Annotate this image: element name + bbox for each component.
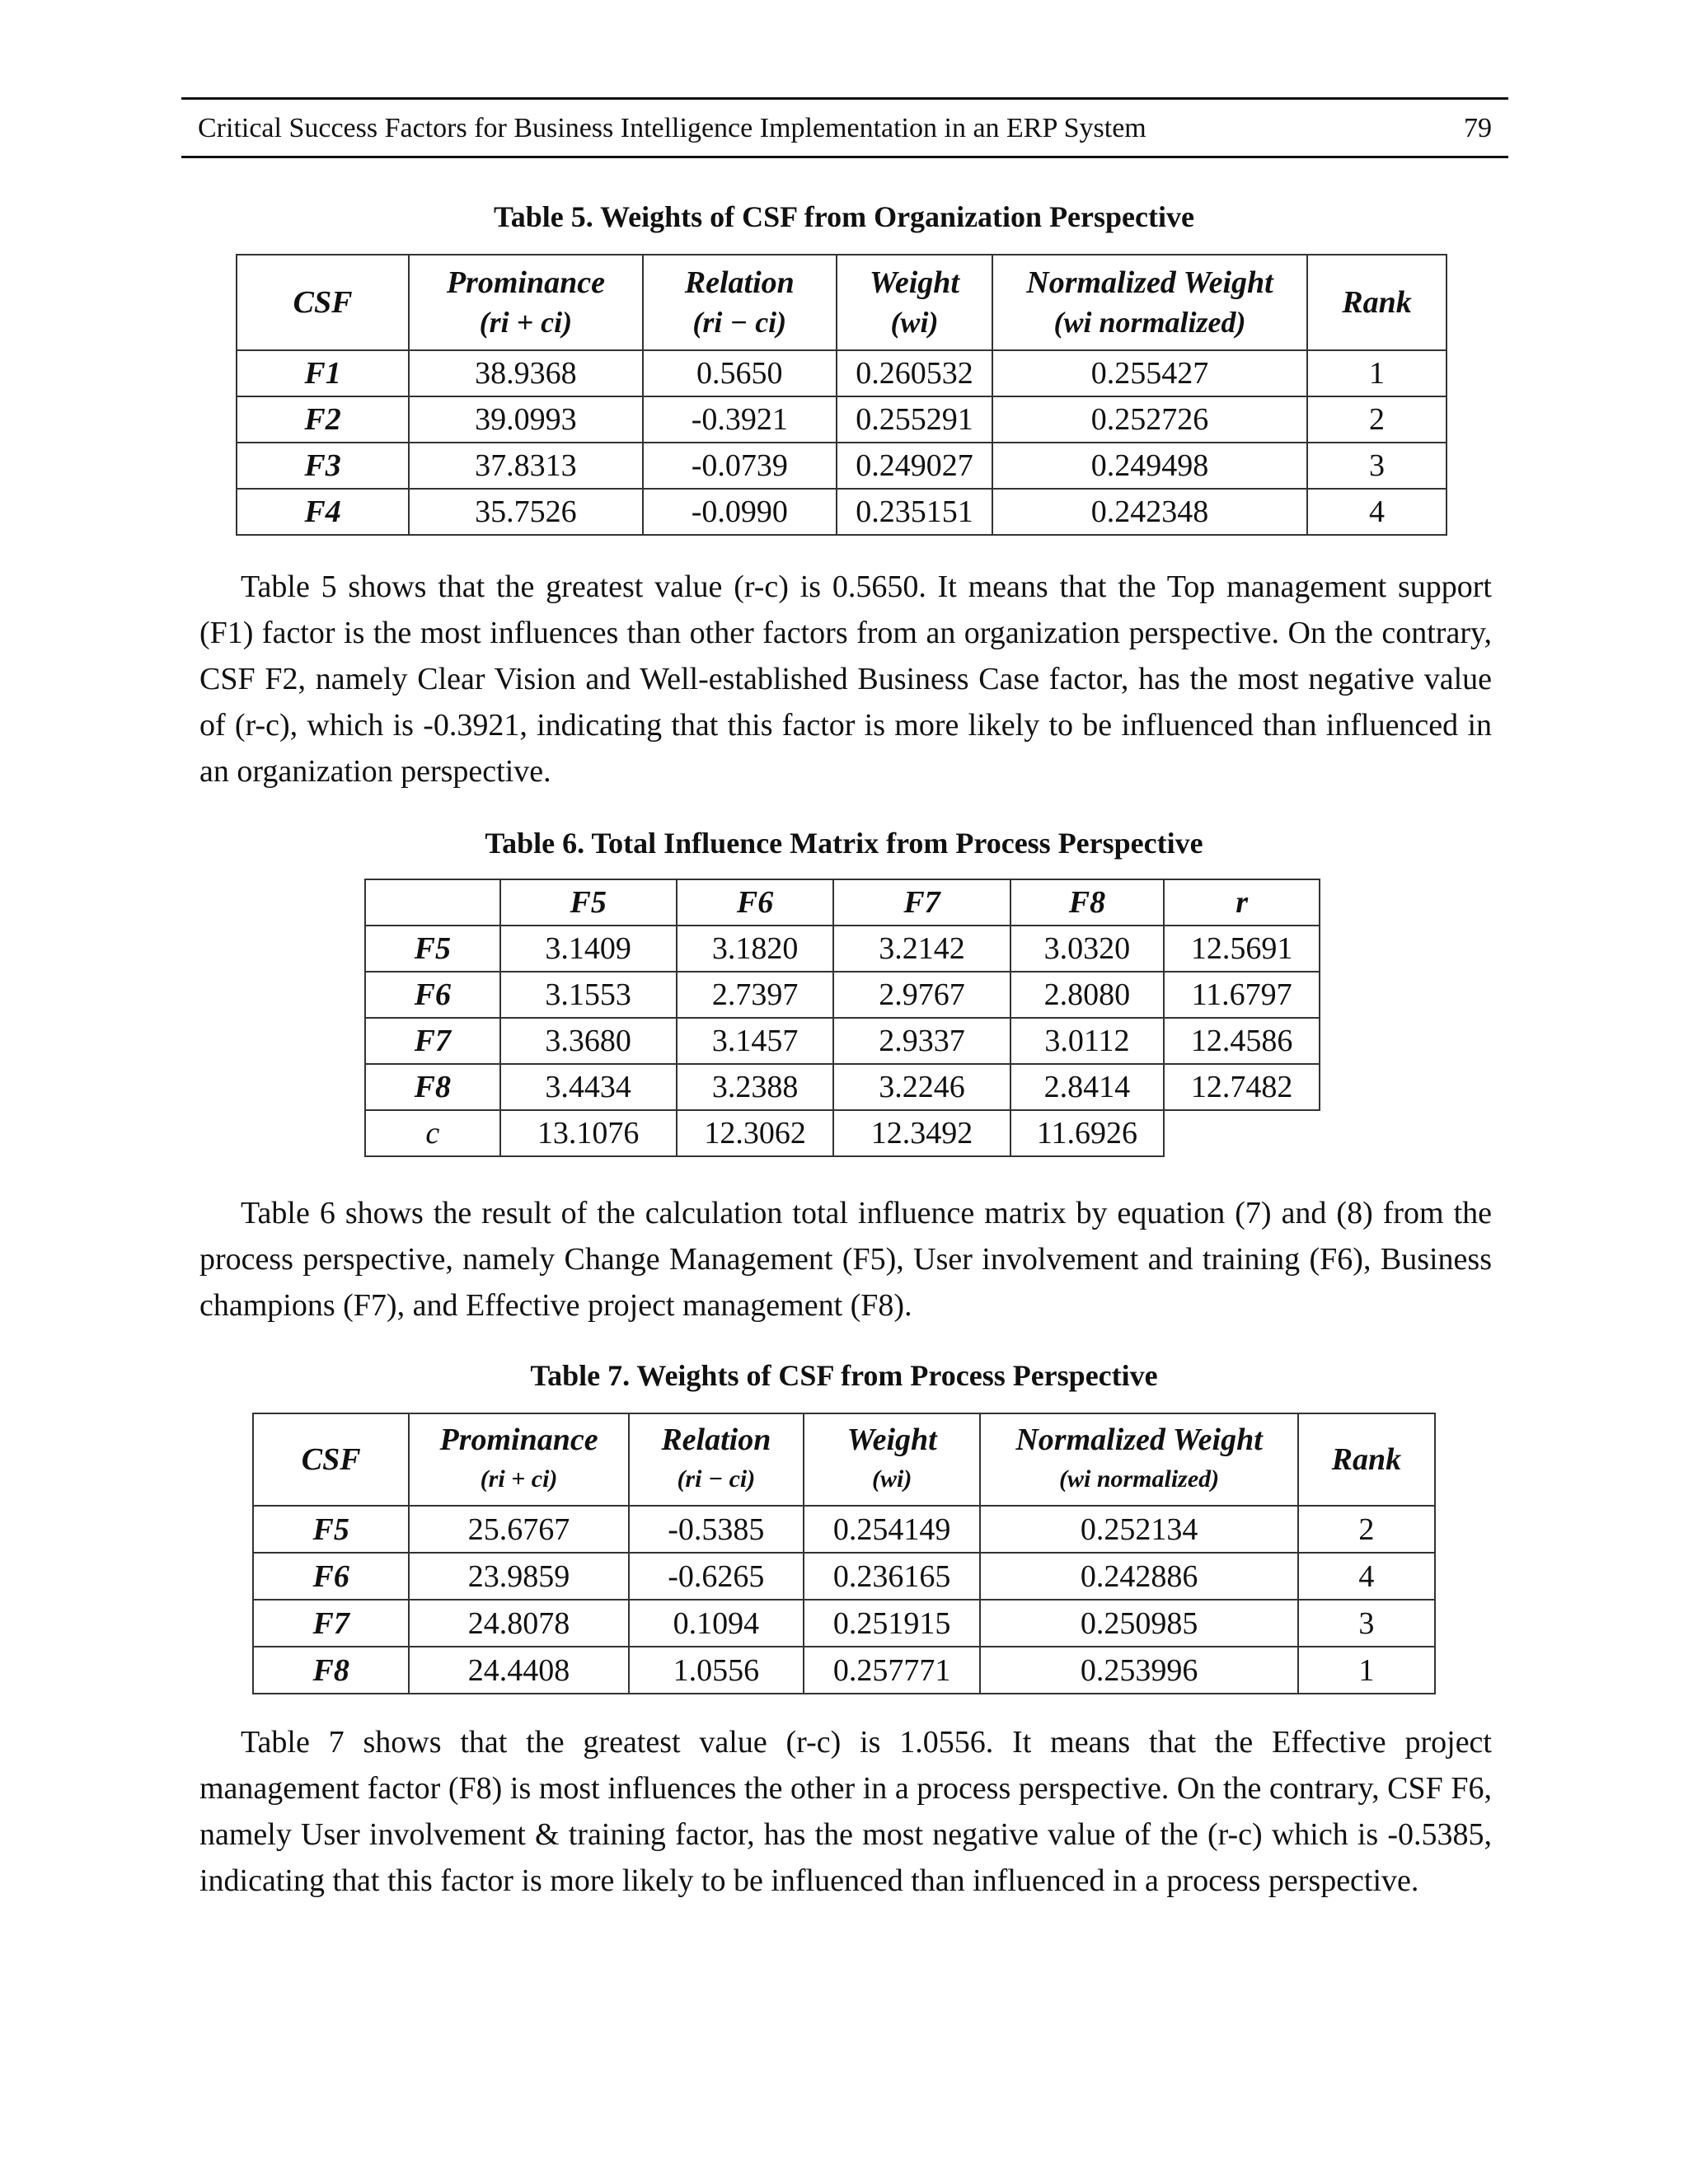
weight-cell: 0.249027 bbox=[837, 443, 992, 489]
paragraph-table5-discussion: Table 5 shows that the greatest value (r-c) is 0.5650. It means that the Top management support (F1) factor is the most influences than other factors from an organization perspective. On the contrary, CSF F2, namely Clear Vision and Well-established Business Case factor, has the most negative value of (r-c), which is -0.3921, indicating that this factor is more likely to be influenced than influenced in an organization perspective. bbox=[199, 569, 1492, 789]
table7-header-relation: Relation (ri − ci) bbox=[629, 1413, 804, 1506]
relation-cell: -0.3921 bbox=[643, 396, 837, 443]
table6-col-header: F5 bbox=[500, 879, 677, 926]
prominance-cell: 23.9859 bbox=[409, 1553, 628, 1600]
matrix-cell: 3.1553 bbox=[500, 972, 677, 1018]
matrix-cell: 3.1409 bbox=[500, 926, 677, 972]
matrix-cell: 3.4434 bbox=[500, 1064, 677, 1110]
matrix-cell: 3.1457 bbox=[677, 1018, 834, 1064]
table7-header-prominance: Prominance (ri + ci) bbox=[409, 1413, 628, 1506]
weight-cell: 0.235151 bbox=[837, 489, 992, 535]
matrix-cell: 2.8414 bbox=[1010, 1064, 1165, 1110]
r-cell: 11.6797 bbox=[1164, 972, 1320, 1018]
row-label: F6 bbox=[365, 972, 500, 1018]
table7-header-normalized: Normalized Weight (wi normalized) bbox=[980, 1413, 1297, 1506]
table6-col-header: F8 bbox=[1010, 879, 1165, 926]
rank-cell: 3 bbox=[1298, 1600, 1435, 1647]
table-row bbox=[237, 443, 1447, 489]
relation-cell: 0.5650 bbox=[643, 350, 837, 396]
rank-cell: 3 bbox=[1307, 443, 1447, 489]
normalized-cell: 0.252134 bbox=[980, 1506, 1297, 1553]
weight-cell: 0.257771 bbox=[804, 1647, 980, 1694]
table6-corner-cell bbox=[365, 879, 500, 926]
weight-cell: 0.255291 bbox=[837, 396, 992, 443]
prominance-cell: 24.8078 bbox=[409, 1600, 628, 1647]
table7-header-row bbox=[253, 1413, 1435, 1506]
row-label: F7 bbox=[365, 1018, 500, 1064]
table6-col-header: r bbox=[1164, 879, 1320, 926]
table5-header-weight: Weight (wi) bbox=[837, 255, 992, 350]
weight-cell: 0.236165 bbox=[804, 1553, 980, 1600]
weight-cell: 0.254149 bbox=[804, 1506, 980, 1553]
csf-cell: F3 bbox=[237, 443, 409, 489]
table-row bbox=[253, 1553, 1435, 1600]
rank-cell: 1 bbox=[1298, 1647, 1435, 1694]
csf-cell: F6 bbox=[253, 1553, 409, 1600]
table7-header-rank: Rank bbox=[1298, 1413, 1435, 1506]
csf-cell: F2 bbox=[237, 396, 409, 443]
table5-header-csf: CSF bbox=[237, 255, 409, 350]
table6 bbox=[364, 879, 1320, 1157]
running-header bbox=[181, 97, 1508, 158]
matrix-cell: 3.3680 bbox=[500, 1018, 677, 1064]
running-header-title: Critical Success Factors for Business Intelligence Implementation in an ERP System bbox=[198, 113, 1146, 143]
table6-caption: Table 6. Total Influence Matrix from Process Perspective bbox=[485, 827, 1203, 860]
csf-cell: F5 bbox=[253, 1506, 409, 1553]
csf-cell: F1 bbox=[237, 350, 409, 396]
rank-cell: 1 bbox=[1307, 350, 1447, 396]
rank-cell: 2 bbox=[1307, 396, 1447, 443]
rank-cell: 4 bbox=[1298, 1553, 1435, 1600]
table5 bbox=[236, 254, 1447, 536]
table5-header-row bbox=[237, 255, 1447, 350]
csf-cell: F8 bbox=[253, 1647, 409, 1694]
relation-cell: -0.0739 bbox=[643, 443, 837, 489]
prominance-cell: 38.9368 bbox=[409, 350, 643, 396]
table-row bbox=[365, 1064, 1320, 1110]
table5-header-rank: Rank bbox=[1307, 255, 1447, 350]
normalized-cell: 0.249498 bbox=[992, 443, 1307, 489]
prominance-cell: 39.0993 bbox=[409, 396, 643, 443]
row-label: F8 bbox=[365, 1064, 500, 1110]
table6-header-row bbox=[365, 879, 1320, 926]
table-row bbox=[253, 1600, 1435, 1647]
table7 bbox=[252, 1413, 1436, 1694]
table-row bbox=[365, 972, 1320, 1018]
relation-cell: 0.1094 bbox=[629, 1600, 804, 1647]
matrix-cell: 3.2246 bbox=[833, 1064, 1010, 1110]
matrix-cell: 3.0320 bbox=[1010, 926, 1165, 972]
c-cell: 12.3062 bbox=[677, 1110, 834, 1156]
matrix-cell: 3.0112 bbox=[1010, 1018, 1165, 1064]
matrix-cell: 3.2142 bbox=[833, 926, 1010, 972]
prominance-cell: 24.4408 bbox=[409, 1647, 628, 1694]
row-label: F5 bbox=[365, 926, 500, 972]
matrix-cell: 2.9337 bbox=[833, 1018, 1010, 1064]
table5-caption: Table 5. Weights of CSF from Organization Perspective bbox=[494, 200, 1194, 233]
table7-caption: Table 7. Weights of CSF from Process Perspective bbox=[530, 1359, 1158, 1392]
normalized-cell: 0.255427 bbox=[992, 350, 1307, 396]
prominance-cell: 35.7526 bbox=[409, 489, 643, 535]
table-row bbox=[237, 350, 1447, 396]
csf-cell: F4 bbox=[237, 489, 409, 535]
table5-header-prominance: Prominance (ri + ci) bbox=[409, 255, 643, 350]
paragraph-table7-discussion: Table 7 shows that the greatest value (r-c) is 1.0556. It means that the Effective project management factor (F8) is most influences the other in a process perspective. On the contrary, CSF F6, namely User involvement & training factor, has the most negative value of the (r-c) which is -0.5385, indicating that this factor is more likely to be influenced than influenced in a process perspective. bbox=[199, 1725, 1492, 1898]
relation-cell: -0.0990 bbox=[643, 489, 837, 535]
prominance-cell: 37.8313 bbox=[409, 443, 643, 489]
relation-cell: -0.5385 bbox=[629, 1506, 804, 1553]
normalized-cell: 0.253996 bbox=[980, 1647, 1297, 1694]
matrix-cell: 3.2388 bbox=[677, 1064, 834, 1110]
paragraph-table6-discussion: Table 6 shows the result of the calculation total influence matrix by equation (7) and (8) from the process perspective, namely Change Management (F5), User involvement and training (F6), Business champions (F7), and Effective project management (F8). bbox=[199, 1196, 1492, 1323]
c-cell: 11.6926 bbox=[1010, 1110, 1165, 1156]
c-cell: 13.1076 bbox=[500, 1110, 677, 1156]
table-row bbox=[237, 396, 1447, 443]
table-row bbox=[365, 1018, 1320, 1064]
relation-cell: -0.6265 bbox=[629, 1553, 804, 1600]
rank-cell: 4 bbox=[1307, 489, 1447, 535]
weight-cell: 0.260532 bbox=[837, 350, 992, 396]
r-cell: 12.5691 bbox=[1164, 926, 1320, 972]
normalized-cell: 0.242348 bbox=[992, 489, 1307, 535]
matrix-cell: 3.1820 bbox=[677, 926, 834, 972]
rank-cell: 2 bbox=[1298, 1506, 1435, 1553]
weight-cell: 0.251915 bbox=[804, 1600, 980, 1647]
csf-cell: F7 bbox=[253, 1600, 409, 1647]
table7-header-csf: CSF bbox=[253, 1413, 409, 1506]
matrix-cell: 2.7397 bbox=[677, 972, 834, 1018]
r-cell: 12.7482 bbox=[1164, 1064, 1320, 1110]
table-row bbox=[253, 1647, 1435, 1694]
page-number: 79 bbox=[1464, 113, 1492, 143]
normalized-cell: 0.250985 bbox=[980, 1600, 1297, 1647]
table-row bbox=[253, 1506, 1435, 1553]
table5-header-normalized: Normalized Weight (wi normalized) bbox=[992, 255, 1307, 350]
empty-cell bbox=[1164, 1110, 1320, 1156]
r-cell: 12.4586 bbox=[1164, 1018, 1320, 1064]
normalized-cell: 0.242886 bbox=[980, 1553, 1297, 1600]
table-row bbox=[237, 489, 1447, 535]
matrix-cell: 2.9767 bbox=[833, 972, 1010, 1018]
table-row-c bbox=[365, 1110, 1320, 1156]
c-cell: 12.3492 bbox=[833, 1110, 1010, 1156]
normalized-cell: 0.252726 bbox=[992, 396, 1307, 443]
table7-header-weight: Weight (wi) bbox=[804, 1413, 980, 1506]
table-row bbox=[365, 926, 1320, 972]
table6-col-header: F7 bbox=[833, 879, 1010, 926]
row-label: c bbox=[365, 1110, 500, 1156]
prominance-cell: 25.6767 bbox=[409, 1506, 628, 1553]
table6-col-header: F6 bbox=[677, 879, 834, 926]
relation-cell: 1.0556 bbox=[629, 1647, 804, 1694]
table5-header-relation: Relation (ri − ci) bbox=[643, 255, 837, 350]
matrix-cell: 2.8080 bbox=[1010, 972, 1165, 1018]
